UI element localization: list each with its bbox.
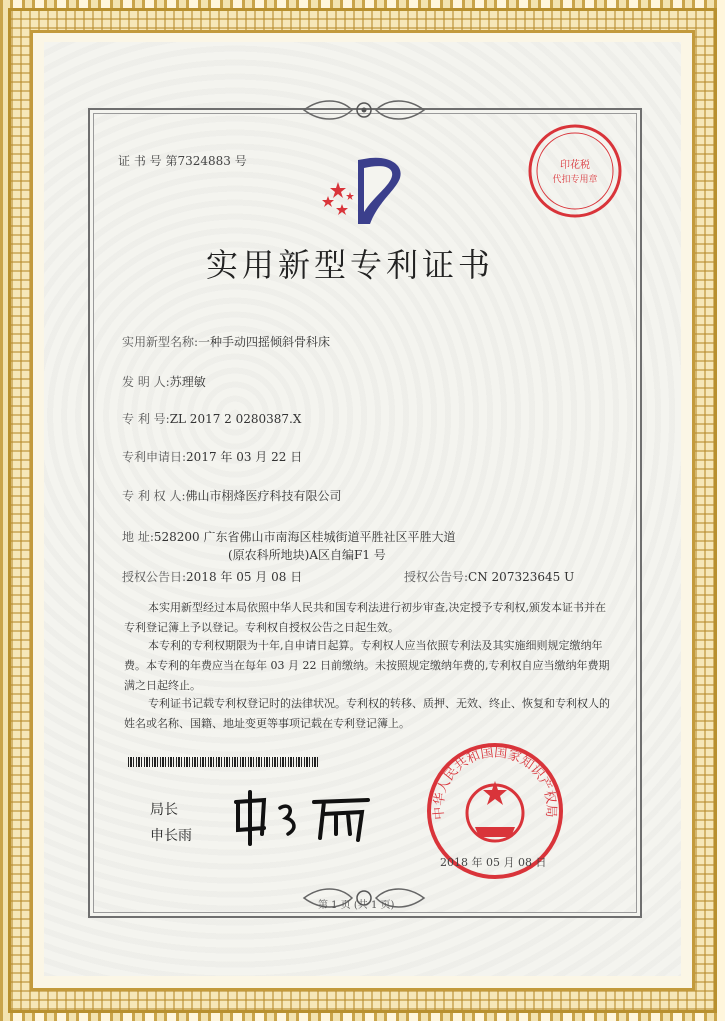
seal-date: 2018 年 05 月 08 日 (440, 856, 547, 869)
inventor-row (122, 373, 206, 390)
grant-date-row (122, 568, 302, 585)
page-title: 实用新型专利证书 (206, 246, 495, 284)
inventor-value: 苏理敏 (169, 375, 206, 389)
top-ornament-icon (300, 96, 428, 124)
page-footer: 第 1 页 (共 1 页) (318, 900, 395, 911)
application-date-row (122, 448, 302, 465)
handwritten-signature-icon (228, 788, 378, 848)
svg-text:印花税: 印花税 (560, 160, 590, 171)
grant-number-value: CN 207323645 U (468, 570, 575, 584)
address-line-1: 528200 广东省佛山市南海区桂城街道平胜社区平胜大道 (153, 530, 456, 544)
address-row (122, 528, 455, 545)
director-title: 局长 (150, 802, 178, 818)
utility-name-row (122, 333, 330, 350)
patentee-label: 专 利 权 人: (122, 489, 186, 503)
body-paragraph-2: 本专利的专利权期限为十年,自申请日起算。专利权人应当依照专利法及其实施细则规定缴纳年费。本专利的年费应当在每年 03 月 22 日前缴纳。未按照规定缴纳年费的,专利权自应当缴纳年费期满之日起终止。 (124, 639, 610, 692)
svg-text:中华人民共和国国家知识产权局: 中华人民共和国国家知识产权局 (431, 745, 559, 821)
patent-number-label: 专 利 号: (122, 412, 170, 426)
svg-text:代扣专用章: 代扣专用章 (552, 175, 598, 185)
grant-number-label: 授权公告号: (404, 570, 469, 584)
grant-date-label: 授权公告日: (122, 570, 187, 584)
address-line-2: (原农科所地块)A区自编F1 号 (228, 548, 386, 562)
patentee-value: 佛山市栩烽医疗科技有限公司 (185, 489, 342, 503)
grant-date-value: 2018 年 05 月 08 日 (186, 570, 303, 584)
body-paragraph-3: 专利证书记载专利权登记时的法律状况。专利权的转移、质押、无效、终止、恢复和专利权人的姓名或名称、国籍、地址变更等事项记载在专利登记簿上。 (124, 697, 610, 730)
grant-number-row (404, 568, 574, 585)
director-name: 申长雨 (150, 828, 192, 844)
patent-number-value: ZL 2017 2 0280387.X (169, 412, 302, 426)
certificate-number: 证 书 号 第7324883 号 (118, 154, 247, 168)
patentee-row (122, 487, 342, 504)
utility-name-label: 实用新型名称: (122, 335, 199, 349)
address-label: 地 址: (122, 530, 154, 544)
patent-office-logo-icon (318, 152, 418, 232)
utility-name-value: 一种手动四摇倾斜骨科床 (198, 335, 331, 349)
tax-stamp-seal-icon (526, 122, 624, 220)
application-date-value: 2017 年 03 月 22 日 (186, 450, 303, 464)
patent-number-row (122, 410, 301, 427)
body-paragraph-1: 本实用新型经过本局依照中华人民共和国专利法进行初步审查,决定授予专利权,颁发本证书并在专利登记簿上予以登记。专利权自授权公告之日起生效。 (124, 601, 606, 634)
inventor-label: 发 明 人: (122, 375, 170, 389)
application-date-label: 专利申请日: (122, 450, 187, 464)
barcode-icon (128, 757, 318, 767)
